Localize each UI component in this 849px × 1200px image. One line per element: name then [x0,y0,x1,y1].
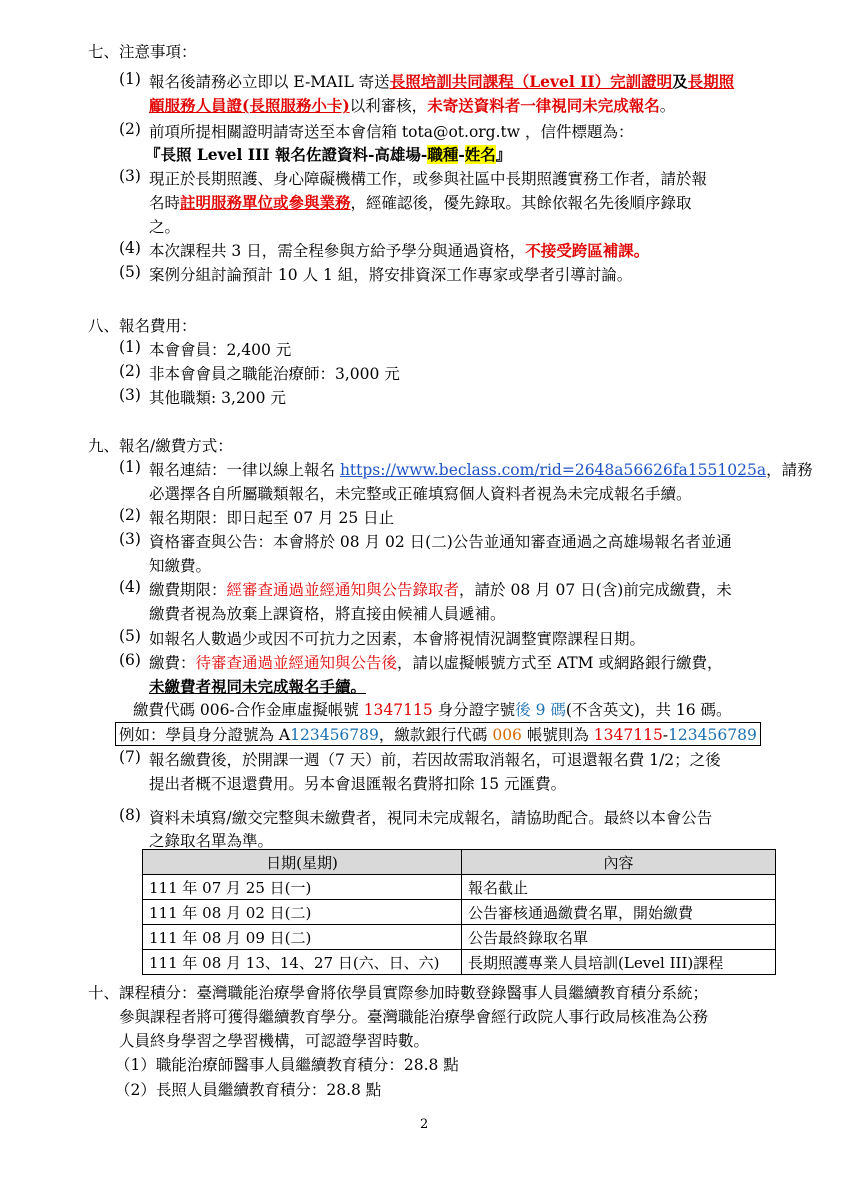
registration-link[interactable]: https://www.beclass.com/rid=2648a56626fa1551025a [339,461,767,479]
item-number: (2) [119,506,141,524]
table-cell-date: 111 年 08 月 13、14、27 日(六、日、六) [143,950,462,975]
registration-deadline: 報名期限：即日起至 07 月 25 日止 [149,509,395,527]
section-7-title: 七、注意事項： [88,43,197,61]
fee-member: 本會會員：2,400 元 [149,341,292,359]
item-number: (6) [119,651,141,669]
column-header-content: 內容 [462,850,776,875]
review-line-2: 知繳費。 [149,557,212,575]
payment-line-1: 繳費：待審查通過並經通知與公告後，請以虛擬帳號方式至 ATM 或網路銀行繳費， [149,654,723,672]
table-cell-content: 長期照護專業人員培訓(Level III)課程 [462,950,776,975]
item-number: (2) [119,120,141,138]
item-number: (4) [119,578,141,596]
incomplete-line-2: 之錄取名單為準。 [149,832,274,850]
item-number: (8) [119,806,141,824]
item-number: (3) [119,530,141,548]
registration-line-2: 必選擇各自所屬職類報名，未完整或正確填寫個人資料者視為未完成報名手續。 [149,485,692,503]
note-2-line-1: 前項所提相關證明請寄送至本會信箱 tota@ot.org.tw ，信件標題為： [149,123,634,141]
registration-link-line: 報名連結：一律以線上報名 https://www.beclass.com/rid=2648a56626fa1551025a，請務 [149,461,813,479]
item-number: (3) [119,167,141,185]
refund-line-1: 報名繳費後，於開課一週（7 天）前，若因故需取消報名，可退還報名費 1/2；之後 [149,751,721,769]
table-cell-content: 公告審核通過繳費名單，開始繳費 [462,900,776,925]
note-1-line-1: 報名後請務必立即以 E-MAIL 寄送長照培訓共同課程（Level II）完訓證明及長期照 [149,72,735,91]
fee-other: 其他職類: 3,200 元 [149,389,286,407]
review-line-1: 資格審查與公告：本會將於 08 月 02 日(二)公告並通知審查通過之高雄場報名者並通 [149,533,732,551]
table-row [143,900,776,925]
section-10-line-2: 參與課程者將可獲得繼續教育學分。臺灣職能治療學會經行政院人事行政局核准為公務 [119,1008,709,1026]
payment-deadline-line-1: 繳費期限：經審查通過並經通知與公告錄取者，請於 08 月 07 日(含)前完成繳費，未 [149,581,732,599]
item-number: (3) [119,386,141,404]
section-10-title: 十、課程積分：臺灣職能治療學會將依學員實際參加時數登錄醫事人員繼續教育積分系統； [88,984,709,1002]
page-number: 2 [420,1117,429,1132]
payment-example: 例如：學員身分證號為 A123456789，繳款銀行代碼 006 帳號則為 1347115-123456789 [115,722,761,746]
payment-code: 繳費代碼 006-合作金庫虛擬帳號 1347115 身分證字號後 9 碼(不含英文)，共 16 碼。 [133,701,732,719]
column-header-date: 日期(星期) [143,850,462,875]
table-header-row [143,850,776,875]
table-cell-date: 111 年 07 月 25 日(一) [143,875,462,900]
table-row [143,950,776,975]
item-number: (1) [119,458,141,476]
item-number: (7) [119,748,141,766]
table-row [143,875,776,900]
section-8-title: 八、報名費用： [88,317,197,335]
table-cell-date: 111 年 08 月 09 日(二) [143,925,462,950]
table-row [143,925,776,950]
table-cell-content: 公告最終錄取名單 [462,925,776,950]
payment-line-2: 未繳費者視同未完成報名手續。 [149,677,367,696]
note-4: 本次課程共 3 日，需全程參與方給予學分與通過資格，不接受跨區補課。 [149,241,650,260]
payment-deadline-line-2: 繳費者視為放棄上課資格，將直接由候補人員遞補。 [149,605,506,623]
item-number: (5) [119,627,141,645]
table-cell-date: 111 年 08 月 02 日(二) [143,900,462,925]
schedule-table [142,849,776,975]
credit-ltc: （2）長照人員繼續教育積分：28.8 點 [115,1081,382,1099]
item-number: (1) [119,338,141,356]
item-number: (1) [119,70,141,88]
item-number: (5) [119,263,141,281]
note-1-line-2: 顧服務人員證(長照服務小卡)以利審核，未寄送資料者一律視同未完成報名。 [149,96,676,115]
item-number: (4) [119,239,141,257]
note-3-line-1: 現正於長期照護、身心障礙機構工作，或參與社區中長期照護實務工作者，請於報 [149,170,708,188]
refund-line-2: 提出者概不退還費用。另本會退匯報名費將扣除 15 元匯費。 [149,775,567,793]
date-adjustment-note: 如報名人數過少或因不可抗力之因素，本會將視情況調整實際課程日期。 [149,630,646,648]
item-number: (2) [119,362,141,380]
note-3-line-3: 之。 [149,218,181,236]
section-10-line-3: 人員終身學習之學習機構，可認證學習時數。 [119,1032,430,1050]
incomplete-line-1: 資料未填寫/繳交完整與未繳費者，視同未完成報名，請協助配合。最終以本會公告 [149,809,713,827]
note-3-line-2: 名時註明服務單位或參與業務，經確認後，優先錄取。其餘依報名先後順序錄取 [149,193,692,212]
section-9-title: 九、報名/繳費方式： [88,437,233,455]
email-subject-format: 『長照 Level III 報名佐證資料-高雄場-職種-姓名』 [145,145,512,164]
fee-non-member: 非本會會員之職能治療師：3,000 元 [149,365,400,383]
table-cell-content: 報名截止 [462,875,776,900]
credit-ot: （1）職能治療師醫事人員繼續教育積分：28.8 點 [115,1056,459,1074]
note-5: 案例分組討論預計 10 人 1 組，將安排資深工作專家或學者引導討論。 [149,266,633,284]
